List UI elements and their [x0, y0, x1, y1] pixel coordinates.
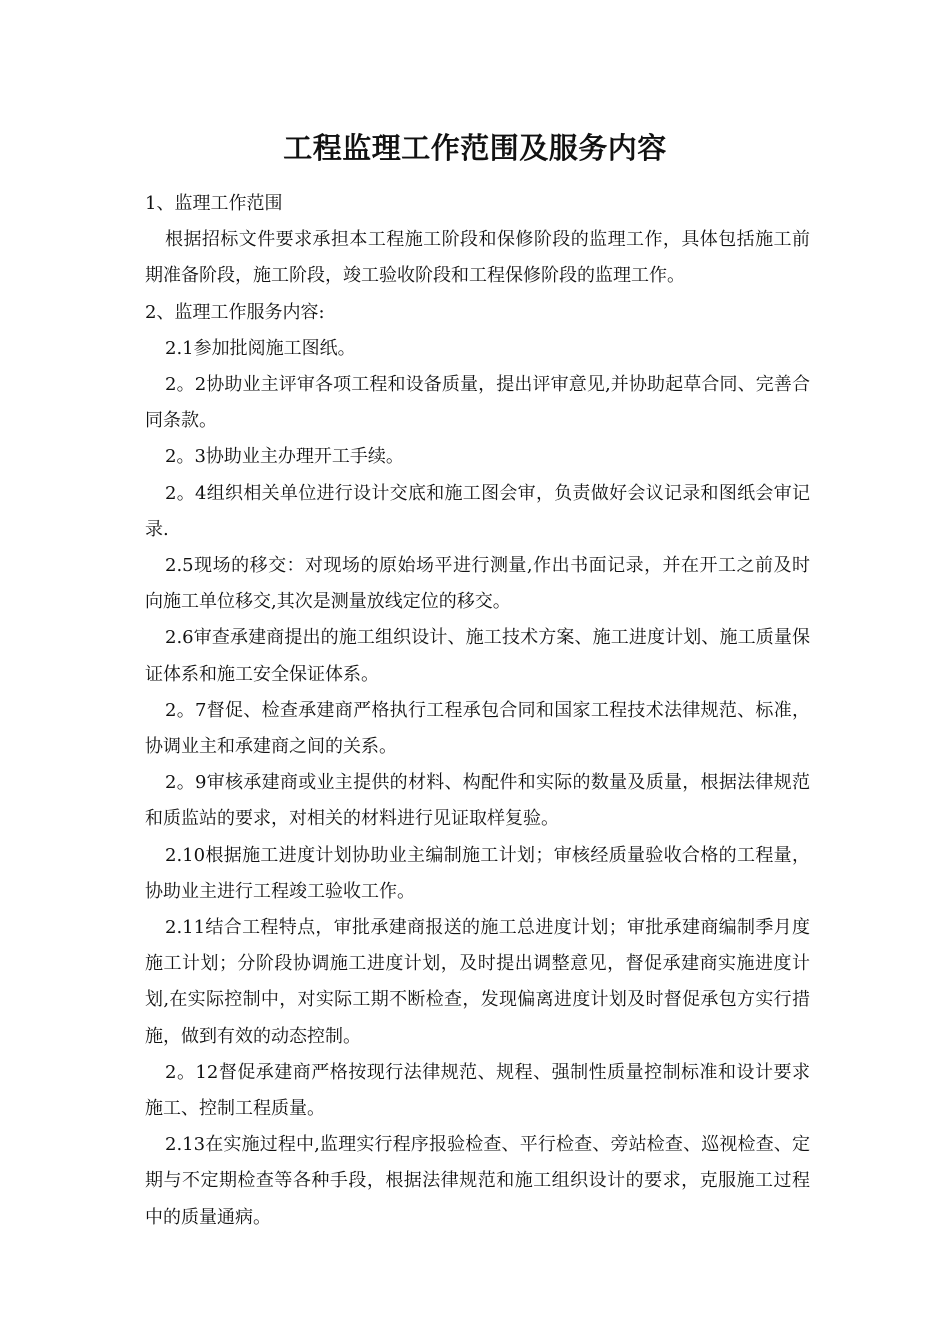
document-body	[145, 186, 810, 1236]
list-item-2-2: 2。2协助业主评审各项工程和设备质量，提出评审意见,并协助起草合同、完善合同条款。	[145, 374, 810, 432]
paragraph-scope-description: 根据招标文件要求承担本工程施工阶段和保修阶段的监理工作，具体包括施工前期准备阶段，施工阶段，竣工验收阶段和工程保修阶段的监理工作。	[145, 229, 810, 287]
list-item-2-6: 2.6审查承建商提出的施工组织设计、施工技术方案、施工进度计划、施工质量保证体系和施工安全保证体系。	[145, 627, 810, 685]
list-item-2-3: 2。3协助业主办理开工手续。	[165, 446, 404, 468]
section-heading-scope: 1、监理工作范围	[145, 193, 283, 214]
list-item-2-9: 2。9审核承建商或业主提供的材料、构配件和实际的数量及质量，根据法律规范和质监站的要求，对相关的材料进行见证取样复验。	[145, 772, 810, 830]
document-title: 工程监理工作范围及服务内容	[283, 131, 667, 165]
section-heading-services: 2、监理工作服务内容:	[145, 301, 325, 323]
list-item-2-11: 2.11结合工程特点，审批承建商报送的施工总进度计划；审批承建商编制季月度施工计划；分阶段协调施工进度计划，及时提出调整意见，督促承建商实施进度计划,在实际控制中，对实际工期不断检查，发现偏离进度计划及时督促承包方实行措施，做到有效的动态控制。	[145, 917, 810, 1047]
list-item-2-4: 2。4组织相关单位进行设计交底和施工图会审，负责做好会议记录和图纸会审记录.	[145, 482, 810, 540]
list-item-2-12: 2。12督促承建商严格按现行法律规范、规程、强制性质量控制标准和设计要求施工、控制工程质量。	[145, 1061, 810, 1120]
list-item-2-1: 2.1参加批阅施工图纸。	[165, 337, 356, 359]
list-item-2-7: 2。7督促、检查承建商严格执行工程承包合同和国家工程技术法律规范、标准，协调业主和承建商之间的关系。	[145, 699, 810, 758]
list-item-2-10: 2.10根据施工进度计划协助业主编制施工计划；审核经质量验收合格的工程量，协助业主进行工程竣工验收工作。	[145, 844, 810, 902]
list-item-2-13: 2.13在实施过程中,监理实行程序报验检查、平行检查、旁站检查、巡视检查、定期与不定期检查等各种手段，根据法律规范和施工组织设计的要求，克服施工过程中的质量通病。	[145, 1134, 810, 1228]
list-item-2-5: 2.5现场的移交：对现场的原始场平进行测量,作出书面记录，并在开工之前及时向施工单位移交,其次是测量放线定位的移交。	[145, 555, 810, 613]
